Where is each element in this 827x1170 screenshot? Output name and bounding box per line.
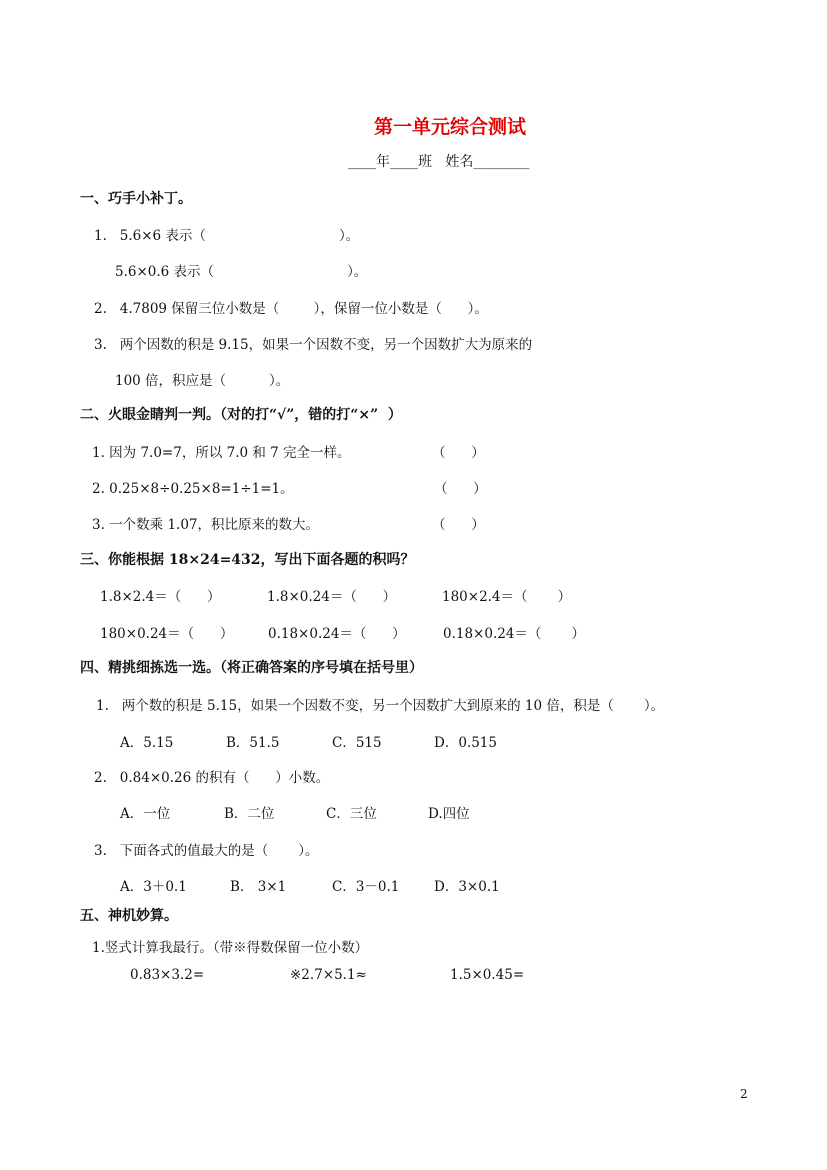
s4-q2-option-d: D.四位 bbox=[428, 806, 470, 822]
s1-question-3-cont: 100 倍，积应是（ ）。 bbox=[115, 373, 290, 389]
s4-question-1: 1. 两个数的积是 5.15，如果一个因数不变，另一个因数扩大到原来的 10 倍，积是（ ）。 bbox=[96, 698, 665, 714]
s4-question-3: 3. 下面各式的值最大的是（ ）。 bbox=[94, 843, 319, 859]
s2-statement-3: 3. 一个数乘 1.07，积比原来的数大。 bbox=[92, 517, 320, 533]
s4-q3-option-a: A．3＋0.1 bbox=[120, 879, 187, 895]
s3-item-1: 1.8×2.4＝（ ） bbox=[100, 589, 221, 605]
s2-statement-1: 1. 因为 7.0=7，所以 7.0 和 7 完全一样。 bbox=[92, 445, 351, 461]
s1-question-1a: 1. 5.6×6 表示（ ）。 bbox=[94, 228, 360, 244]
s2-statement-2: 2. 0.25×8÷0.25×8=1÷1=1。 bbox=[92, 481, 294, 497]
s4-q3-option-b: B． 3×1 bbox=[230, 879, 287, 895]
s2-bracket-1: （ ） bbox=[432, 445, 485, 461]
s5-item-1: 0.83×3.2= bbox=[130, 967, 205, 983]
s4-q3-option-c: C．3－0.1 bbox=[332, 879, 400, 895]
name-class-line: ____年____班 姓名________ bbox=[348, 154, 530, 170]
section-2-heading: 二、火眼金睛判一判。（对的打“√”，错的打“×” ） bbox=[80, 407, 402, 423]
s5-intro: 1.竖式计算我最行。（带※得数保留一位小数） bbox=[92, 940, 369, 956]
s4-q2-option-b: B．二位 bbox=[224, 806, 275, 822]
s2-bracket-3: （ ） bbox=[432, 517, 485, 533]
s3-item-5: 0.18×0.24＝（ ） bbox=[268, 626, 406, 642]
page-title: 第一单元综合测试 bbox=[373, 116, 526, 138]
s3-item-6: 0.18×0.24＝（ ） bbox=[443, 626, 585, 642]
s4-q1-option-c: C．515 bbox=[332, 735, 382, 751]
s1-question-2: 2. 4.7809 保留三位小数是（ ），保留一位小数是（ ）。 bbox=[94, 301, 488, 317]
section-1-heading: 一、巧手小补丁。 bbox=[80, 191, 192, 207]
s2-bracket-2: （ ） bbox=[434, 481, 487, 497]
s4-q1-option-a: A．5.15 bbox=[120, 735, 174, 751]
s1-question-1b: 5.6×0.6 表示（ ）。 bbox=[115, 264, 368, 280]
page-number: 2 bbox=[740, 1087, 748, 1101]
s4-q1-option-b: B．51.5 bbox=[226, 735, 280, 751]
s4-q2-option-c: C．三位 bbox=[326, 806, 377, 822]
section-4-heading: 四、精挑细拣选一选。（将正确答案的序号填在括号里） bbox=[80, 660, 423, 676]
s5-item-3: 1.5×0.45= bbox=[450, 967, 525, 983]
s4-q2-option-a: A．一位 bbox=[120, 806, 171, 822]
section-3-heading: 三、你能根据 18×24=432，写出下面各题的积吗？ bbox=[80, 552, 415, 568]
s3-item-4: 180×0.24＝（ ） bbox=[100, 626, 234, 642]
s4-q3-option-d: D．3×0.1 bbox=[434, 879, 500, 895]
section-5-heading: 五、神机妙算。 bbox=[80, 908, 178, 924]
s3-item-2: 1.8×0.24＝（ ） bbox=[267, 589, 397, 605]
s1-question-3: 3. 两个因数的积是 9.15，如果一个因数不变，另一个因数扩大为原来的 bbox=[94, 337, 533, 353]
s4-q1-option-d: D．0.515 bbox=[434, 735, 497, 751]
s4-question-2: 2. 0.84×0.26 的积有（ ）小数。 bbox=[94, 770, 330, 786]
s5-item-2: ※2.7×5.1≈ bbox=[290, 967, 367, 983]
s3-item-3: 180×2.4＝（ ） bbox=[442, 589, 572, 605]
